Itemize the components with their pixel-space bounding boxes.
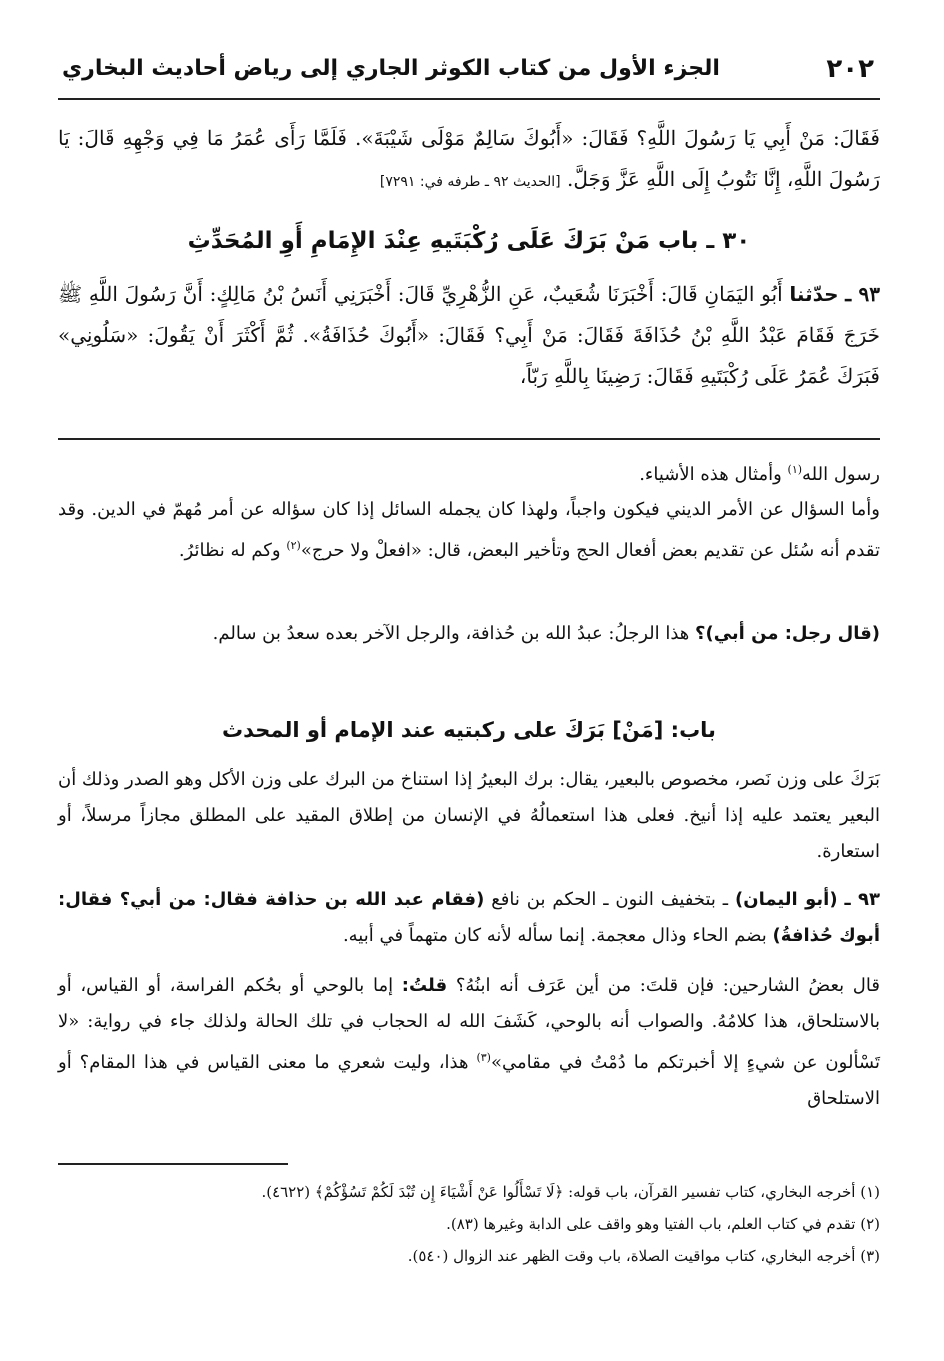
commentary-text: وأما السؤال عن الأمر الديني فيكون واجباً، ولهذا كان يجمله السائل إذا كان سؤاله عن أمر مُهمّ في الدين. وقد تقدم أنه سُئل عن تقديم بعض أفعال الحج وتأخير البعض، قال: «افعلْ ولا حرج» bbox=[58, 499, 880, 561]
chapter-heading: ٣٠ ـ باب مَنْ بَرَكَ عَلَى رُكْبَتَيهِ عِنْدَ الإِمَامِ أَوِ المُحَدِّثِ bbox=[187, 228, 751, 254]
commentary-paragraph-4: بَرَكَ على وزن نَصر، مخصوص بالبعير، يقال: برك البعيرُ إذا استناخ من البرك على وزن الأكل وهو الصدر وذلك أن البعير يعتمد عليه إذا أنيخ. فعلى هذا استعمالُهُ في الإنسان من إطلاق المقيد على المطلق مجازاً مرسلاً، أو استعارة. bbox=[57, 769, 880, 862]
commentary-paragraph-6 bbox=[58, 968, 880, 1117]
hadith-93 bbox=[58, 274, 880, 397]
section-divider bbox=[58, 438, 880, 440]
commentary-paragraph-3 bbox=[58, 616, 880, 652]
book-page bbox=[58, 48, 880, 1328]
quoted-phrase: (قال رجل: من أبي)؟ bbox=[695, 623, 880, 644]
commentary-paragraph-2 bbox=[58, 492, 880, 569]
commentary-text: هذا، وليت شعري ما معنى القياس في هذا المقام؟ أو الاستلحاق bbox=[58, 1052, 880, 1109]
hadith-opening: حدّثنا bbox=[789, 282, 839, 306]
commentary-text: إما بالوحي أو بحُكم الفراسة، أو القياس، أو بالاستلحاق، هذا كلامُهُ. والصواب أنه بالوحي، كَشَفَ الله له الحجاب في تلك الحالة ولذلك جاء في رواية: «لا تَسْألون عن شيءٍ إلا أخبرتكم ما دُمْتُ في مقامي» bbox=[58, 975, 880, 1073]
commentary-text: هذا الرجلُ: عبدُ الله بن حُذافة، والرجل الآخر بعده سعدُ بن سالم. bbox=[212, 623, 690, 644]
footnote-3: (٣) أخرجه البخاري، كتاب مواقيت الصلاة، باب وقت الظهر عند الزوال (٥٤٠). bbox=[407, 1247, 880, 1265]
quoted-phrase: قلتُ: bbox=[401, 975, 448, 996]
hadith-continuation-text: فَقَالَ: مَنْ أَبِي يَا رَسُولَ اللَّهِ؟ فَقَالَ: «أَبُوكَ سَالِمٌ مَوْلَى شَيْبَةَ». فَلَمَّا رَأَى عُمَرُ مَا فِي وَجْهِهِ قَالَ: يَا رَسُولَ اللَّهِ، إِنَّا نَتُوبُ إِلَى اللَّهِ عَزَّ وَجَلَّ. bbox=[58, 126, 880, 191]
commentary-text: وأمثال هذه الأشياء. bbox=[639, 464, 782, 485]
footnote-ref-3: (٣) bbox=[476, 1051, 491, 1064]
footnote-1: (١) أخرجه البخاري، كتاب تفسير القرآن، باب قوله: ﴿لَا تَسْأَلُوا عَنْ أَشْيَاءَ إِن تُبْدَ لَكُمْ تَسُؤْكُمْ﴾ (٤٦٢٢). bbox=[261, 1183, 880, 1201]
footnote-ref-2: (٢) bbox=[286, 539, 301, 552]
footnote-divider bbox=[58, 1163, 288, 1165]
commentary-text: وكم له نظائرُ. bbox=[178, 540, 281, 561]
hadith-continuation bbox=[58, 118, 880, 203]
commentary-text: قال بعضُ الشارحين: فإن قلتَ: من أين عَرَف أنه ابنُهُ؟ bbox=[455, 975, 880, 996]
commentary-paragraph-1 bbox=[58, 452, 880, 493]
footnote-ref-1: (١) bbox=[787, 463, 803, 476]
running-title: الجزء الأول من كتاب الكوثر الجاري إلى رياض أحاديث البخاري bbox=[62, 56, 720, 81]
page-number: ٢٠٢ bbox=[826, 54, 874, 84]
hadith-number: ٩٣ ـ bbox=[845, 282, 880, 306]
footnotes bbox=[58, 1176, 880, 1272]
hadith-text: أَبُو اليَمَانِ قَالَ: أَخْبَرَنَا شُعَيبٌ، عَنِ الزُّهْرِيِّ قَالَ: أَخْبَرَنِي أَنَسُ بْنُ مَالِكٍ: أَنَّ رَسُولَ اللَّهِ ﷺ خَرَجَ فَقَامَ عَبْدُ اللَّهِ بْنُ حُذَافَةَ فَقَالَ: مَنْ أَبِي؟ فَقَالَ: «أَبُوكَ حُذَافَةُ». ثُمَّ أَكْثَرَ أَنْ يَقُولَ: «سَلُونِي» فَبَرَكَ عُمَرُ عَلَى رُكْبَتَيهِ فَقَالَ: رَضِينَا بِاللَّهِ رَبّاً، bbox=[58, 282, 880, 388]
page-header bbox=[58, 48, 880, 100]
quoted-phrase: (فقام عبد الله بن حذافة فقال: من أبي؟ فقال: أبوك حُذافةُ) bbox=[58, 889, 880, 946]
commentary-text: بضم الحاء وذال معجمة. إنما سأله لأنه كان متهماً في أبيه. bbox=[342, 925, 767, 946]
commentary-paragraph-5 bbox=[58, 882, 880, 954]
commentary-chapter-heading: باب: [مَنْ] بَرَكَ على ركبتيه عند الإمام أو المحدث bbox=[222, 718, 716, 742]
commentary-text: ـ بتخفيف النون ـ الحكم بن نافع bbox=[491, 889, 729, 910]
quoted-phrase: (أبو اليمان) bbox=[734, 889, 838, 910]
footnote-2: (٢) تقدم في كتاب العلم، باب الفتيا وهو واقف على الدابة وغيرها (٨٣). bbox=[446, 1215, 880, 1233]
commentary-text: رسول الله bbox=[802, 464, 880, 485]
hadith-reference: [الحديث ٩٢ ـ طرفه في: ٧٢٩١] bbox=[379, 174, 561, 190]
hadith-number: ٩٣ ـ bbox=[844, 889, 880, 910]
